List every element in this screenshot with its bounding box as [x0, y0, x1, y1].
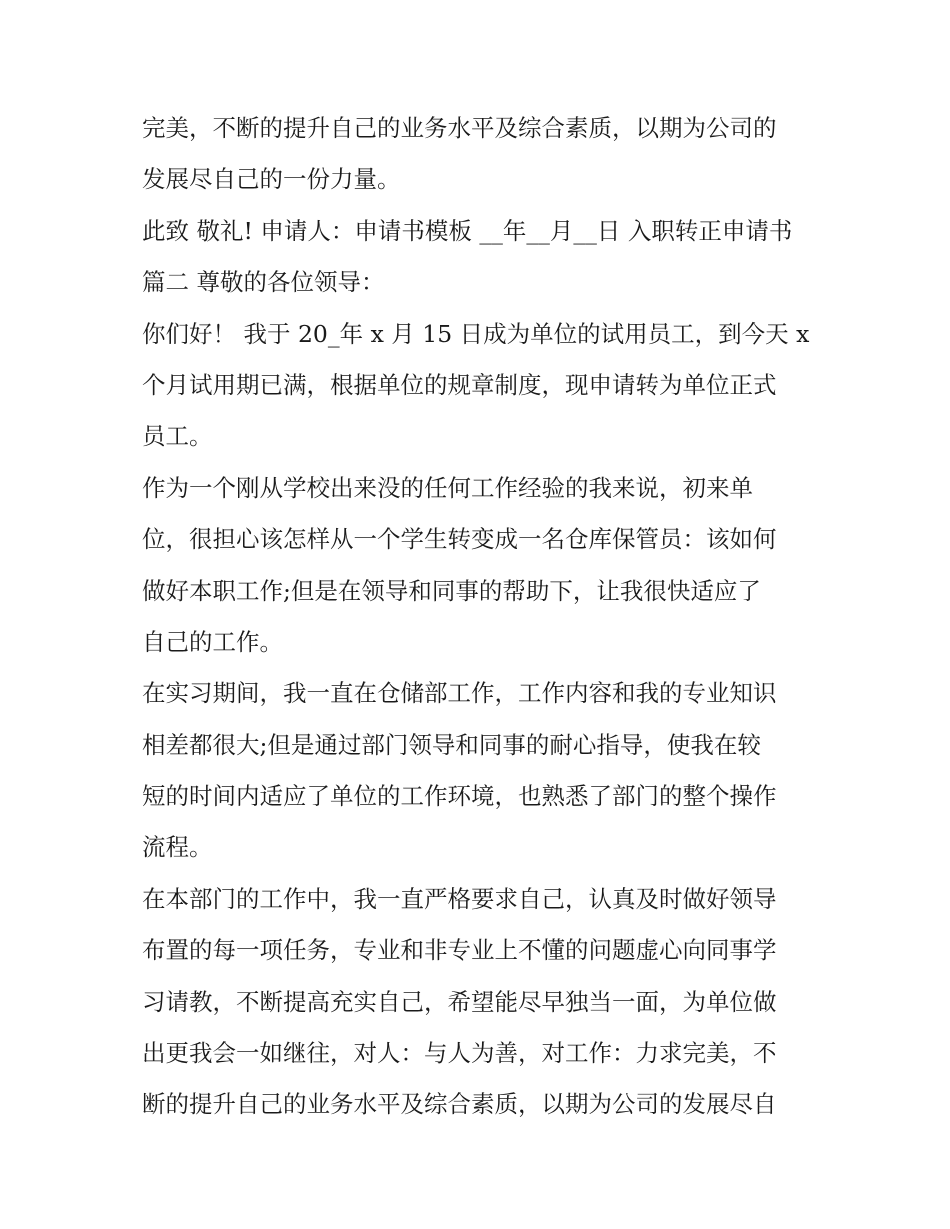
text-line: 相差都很大;但是通过部门领导和同事的耐心指导，使我在较 — [142, 730, 761, 759]
text-line: 做好本职工作;但是在领导和同事的帮助下，让我很快适应了 — [142, 576, 761, 605]
text-line: 短的时间内适应了单位的工作环境，也熟悉了部门的整个操作 — [142, 782, 777, 811]
text-line: 在本部门的工作中，我一直严格要求自己，认真及时做好领导 — [142, 884, 777, 913]
text-line: 你们好！ 我于 20_年 x 月 15 日成为单位的试用员工，到今天 x — [142, 319, 810, 348]
text-line: 作为一个刚从学校出来没的任何工作经验的我来说，初来单 — [142, 473, 753, 502]
text-line: 自己的工作。 — [142, 627, 283, 656]
text-line: 断的提升自己的业务水平及综合素质，以期为公司的发展尽自 — [142, 1090, 777, 1119]
text-line: 在实习期间，我一直在仓储部工作，工作内容和我的专业知识 — [142, 679, 777, 708]
text-line: 员工。 — [142, 422, 213, 451]
text-line: 完美，不断的提升自己的业务水平及综合素质，以期为公司的 — [142, 114, 777, 142]
text-line: 发展尽自己的一份力量。 — [142, 165, 401, 194]
text-line: 此致 敬礼! 申请人：申请书模板 __年__月__日 入职转正申请书 — [142, 216, 793, 245]
text-line: 布置的每一项任务，专业和非专业上不懂的问题虚心向同事学 — [142, 936, 777, 965]
text-line: 流程。 — [142, 833, 213, 862]
text-line: 习请教，不断提高充实自己，希望能尽早独当一面，为单位做 — [142, 987, 777, 1016]
text-line: 个月试用期已满，根据单位的规章制度，现申请转为单位正式 — [142, 370, 777, 399]
text-line: 篇二 尊敬的各位领导： — [142, 268, 385, 297]
document-body — [142, 103, 822, 1131]
text-line: 位，很担心该怎样从一个学生转变成一名仓库保管员：该如何 — [142, 525, 777, 554]
text-line: 出更我会一如继往，对人：与人为善，对工作：力求完美，不 — [142, 1039, 777, 1068]
